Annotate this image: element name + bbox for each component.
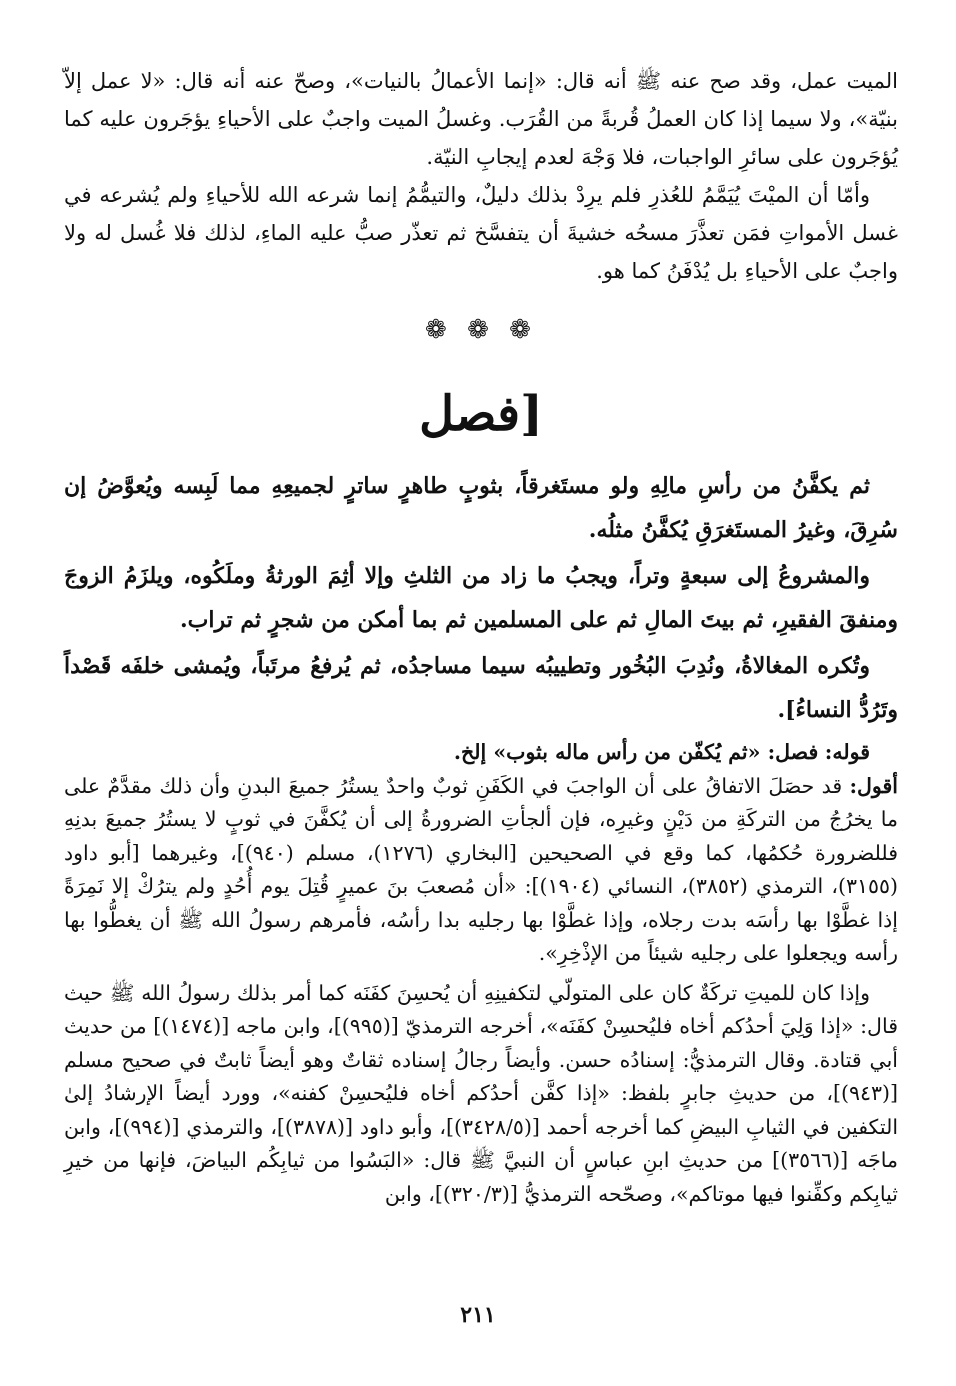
main-text-paragraph: وتُكره المغالاةُ، ونُدِبَ البُخُور وتطييبُه سيما مساجدُه، ثم يُرفعُ مرتَباً، ويُمشى خلفَه قَصْداً وتَرُدُّ النساءُ]. xyxy=(64,653,898,723)
section-heading: [فصل xyxy=(419,386,543,442)
qawluh-text: فصل: «ثم يُكفّن من رأس ماله بثوب» إلخ. xyxy=(453,740,819,764)
commentary-paragraph xyxy=(64,770,898,971)
commentary-quote xyxy=(64,736,898,770)
qawluh-label: قوله: xyxy=(824,740,870,764)
aqul-label: أقول: xyxy=(849,773,898,798)
commentary-block xyxy=(64,736,898,1211)
intro-block xyxy=(64,62,898,290)
main-text-paragraph: ثم يكفَّنُ من رأسِ مالِهِ ولو مستَغرقاً، بثوبٍ طاهرٍ ساترٍ لجميعِهِ مما لَبِسه ويُعوَّضُ إن سُرِقَ، وغيرُ المستَغرَقِ يُكفَّنُ مثلُه. xyxy=(64,473,898,543)
intro-paragraph: وأمّا أن الميْتَ يُيَمَّمُ للعُذرِ فلم يرِدْ بذلك دليلٌ، والتيمُّمُ إنما شرعه الله للأحياءِ ولم يُشرعه في غسل الأمواتِ فمَن تعذَّرَ مسحُه خشيةَ أن يتفسَّخ ثم تعذّر صبُّ عليه الماءِ، لذلك فلا غُسل له ولا واجبٌ على الأحياءِ بل يُدْفَنُ كما هو. xyxy=(64,183,898,283)
intro-paragraph: الميت عمل، وقد صح عنه ﷺ أنه قال: «إنما الأعمالُ بالنيات»، وصحّ عنه أنه قال: «لا عمل إلاّ بنيّة»، ولا سيما إذا كان العملُ قُربةً من القُرَب. وغسلُ الميت واجبٌ على الأحياءِ يؤجَرون عليه كما يُؤجَرون على سائرِ الواجبات، فلا وَجْهَ لعدم إيجابِ النيّة. xyxy=(64,69,898,169)
main-text-paragraph: والمشروعُ إلى سبعةٍ وتراً، ويجبُ ما زاد من الثلثِ وإلا أثِمَ الورثةُ وملَكُوه، ويلزَمُ الزوجَ ومنفقَ الفقيرِ، ثم بيتَ المالِ ثم على المسلمين ثم بما أمكن من شجرٍ ثم تراب. xyxy=(64,563,898,633)
commentary-paragraph: وإذا كان للميتِ تركَةٌ كان على المتولّي لتكفينِهِ أن يُحسِنَ كفَنَه كما أمر بذلك رسولُ الله ﷺ حيث قال: «إذا وَلِيَ أحدُكم أخاه فليُحسِنْ كفَنَه»، أخرجه الترمذيّ [(٩٩٥)]، وابن ماجه [(١٤٧٤)] من حديث أبي قتادة. وقال الترمذيُّ: إسنادُه حسن. وأيضاً رجالُ إسناده ثقاتٌ وهو أيضاً ثابتٌ في صحيح مسلم [(٩٤٣)]، من حديثِ جابرٍ بلفظ: «إذا كفَّن أحدُكم أخاه فليُحسِنْ كفنه»، وورد أيضاً الإرشادُ إلىٰ التكفين في الثيابِ البيضِ كما أخرجه أحمد [(٣٤٢٨/٥)]، وأبو داود [(٣٨٧٨)]، والترمذي [(٩٩٤)]، وابن ماجَه [(٣٥٦٦)] من حديثِ ابنِ عباسٍ أن النبيَّ ﷺ قال: «البَسُوا من ثيابِكُم البياضَ، فإنها من خيرِ ثيابِكم وكفِّنوا فيها موتاكم»، وصحّحه الترمذيُّ [(٣٢٠/٣)]، وابن xyxy=(64,980,899,1206)
aqul-text: قد حصَلَ الاتفاقُ على أن الواجبَ في الكَفَنِ ثوبٌ واحدٌ يستُرُ جميعَ البدنِ وأن ذلك مقدَّمٌ على ما يخرُجُ من التركَةِ من دَيْنٍ وغيرِه، فإن ألجأتِ الضرورةُ إلى أن يُكفَّنَ في ثوبٍ لا يستُرُ جميعَ بدنِهِ فللضرورة حُكمُها، كما وقع في الصحيحين [البخاري (١٢٧٦)، مسلم (٩٤٠)]، وغيرهما [أبو داود (٣١٥٥)، الترمذي (٣٨٥٢)، النسائي (١٩٠٤)]: «أن مُصعبَ بنَ عميرٍ قُتِلَ يوم أُحُدٍ ولم يترُكْ إلا نَمِرَةً إذا غطَّوْا بها رأسَه بدت رجلاه، وإذا غطَّوْا بها رجليه بدا رأسُه، فأمرهم رسولُ الله ﷺ أن يغطُّوا بها رأسه ويجعلوا على رجليه شيئاً من الإذْخِرِ». xyxy=(64,773,898,965)
main-text-block xyxy=(64,464,898,732)
section-separator: ❁ ❁ ❁ xyxy=(425,315,537,345)
page-number: ٢١١ xyxy=(460,1302,496,1328)
